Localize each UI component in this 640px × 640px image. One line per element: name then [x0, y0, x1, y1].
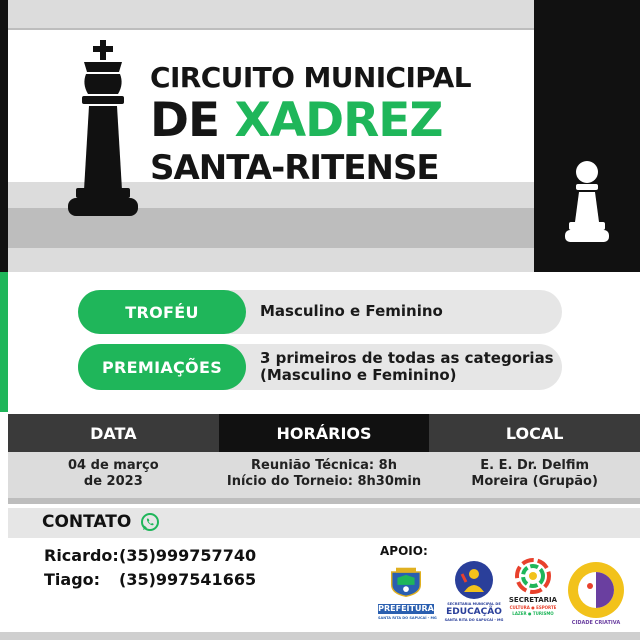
header-horarios: HORÁRIOS — [219, 414, 430, 452]
whatsapp-icon — [140, 512, 160, 532]
stripe — [0, 0, 534, 28]
trophy-text: Masculino e Feminino — [260, 302, 443, 320]
contact-ricardo — [44, 546, 257, 565]
chess-king-icon — [62, 40, 144, 222]
time-cell — [219, 452, 430, 498]
education-emblem-icon — [454, 560, 494, 600]
cidade-criativa-logo — [566, 560, 626, 628]
prefeitura-text: PREFEITURA — [378, 604, 434, 613]
prefeitura-logo — [378, 562, 437, 626]
contact-label: CONTATO — [42, 512, 132, 532]
date-line-1: 04 de março — [68, 458, 159, 473]
secretaria-emblem-icon — [515, 558, 551, 594]
contact-phone: (35)997541665 — [119, 570, 257, 589]
contact-tiago — [44, 570, 257, 589]
stripe — [0, 248, 534, 272]
event-title — [150, 62, 530, 188]
header-banner — [0, 0, 640, 272]
educacao-logo — [444, 560, 504, 626]
cidade-criativa-emblem-icon — [566, 560, 626, 620]
schedule-table — [8, 414, 640, 504]
date-line-2: de 2023 — [83, 474, 143, 489]
local-line-1: E. E. Dr. Delfim — [480, 458, 590, 473]
trophy-pill: TROFÉU — [78, 290, 246, 334]
time-line-1: Reunião Técnica: 8h — [251, 458, 397, 473]
left-dark-bar — [0, 0, 8, 272]
secretaria-line-3: LAZER ● TURISMO — [512, 611, 554, 616]
prizes-pill: PREMIAÇÕES — [78, 344, 246, 390]
prizes-text-line-2: (Masculino e Feminino) — [260, 366, 457, 384]
coat-of-arms-icon — [386, 562, 426, 602]
trophy-row — [78, 290, 562, 334]
time-line-2: Início do Torneio: 8h30min — [226, 474, 422, 489]
bottom-line — [0, 632, 640, 640]
prizes-text — [260, 350, 554, 384]
left-green-bar — [0, 272, 8, 412]
secretaria-logo — [506, 558, 560, 628]
local-line-2: Moreira (Grupão) — [471, 474, 598, 489]
header-data: DATA — [8, 414, 219, 452]
date-cell — [8, 452, 219, 498]
schedule-header-row — [8, 414, 640, 452]
apoio-label: APOIO: — [380, 544, 428, 558]
title-de: DE — [150, 93, 235, 148]
prizes-text-line-1: 3 primeiros de todas as categorias — [260, 349, 554, 367]
schedule-body-row — [8, 452, 640, 498]
title-line-3: SANTA-RITENSE — [150, 148, 439, 188]
educacao-top-text: SECRETARIA MUNICIPAL DE — [447, 602, 501, 606]
divider — [8, 498, 640, 504]
educacao-subtext: SANTA RITA DO SAPUCAÍ - MG — [444, 618, 504, 622]
prizes-row — [78, 344, 562, 390]
secretaria-line-2: CULTURA ● ESPORTE — [509, 605, 557, 610]
title-line-1: CIRCUITO MUNICIPAL — [150, 61, 471, 94]
secretaria-text: SECRETARIA — [508, 596, 558, 604]
contact-phone: (35)999757740 — [119, 546, 257, 565]
stripe — [0, 28, 534, 30]
title-line-2 — [150, 94, 530, 148]
educacao-text: EDUCAÇÃO — [446, 607, 502, 617]
cidade-criativa-text: CIDADE CRIATIVA — [571, 620, 621, 626]
title-xadrez: XADREZ — [234, 93, 443, 148]
contact-name: Tiago: — [44, 570, 101, 589]
chess-pawn-icon — [563, 160, 611, 242]
local-cell — [429, 452, 640, 498]
prefeitura-subtext: SANTA RITA DO SAPUCAÍ - MG — [378, 616, 437, 620]
contact-name: Ricardo: — [44, 546, 119, 565]
header-local: LOCAL — [429, 414, 640, 452]
